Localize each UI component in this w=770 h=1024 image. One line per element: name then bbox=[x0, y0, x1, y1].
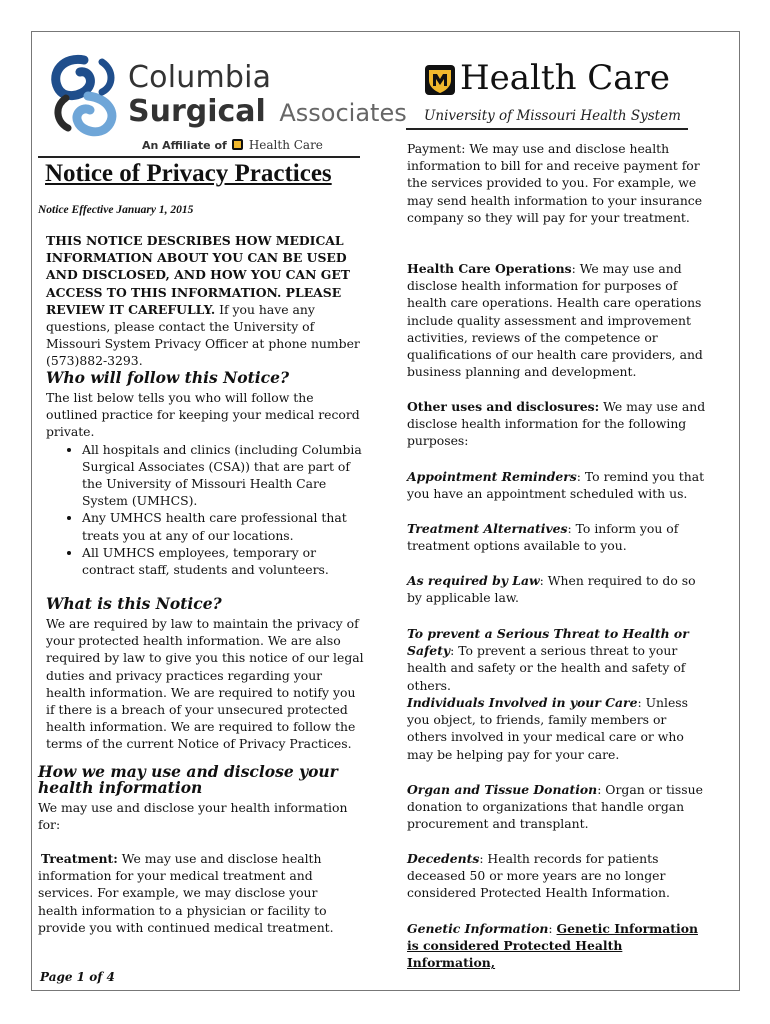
required-by-law-paragraph bbox=[407, 572, 707, 606]
treatment-label: Treatment: bbox=[41, 851, 118, 866]
csa-surgical: Surgical bbox=[128, 94, 266, 129]
how-heading: How we may use and disclose your health information bbox=[38, 762, 338, 797]
alternatives-paragraph bbox=[407, 520, 707, 554]
page-number: Page 1 of 4 bbox=[40, 970, 115, 984]
list-item: • Any UMHCS health care professional that treats you at any of our locations. bbox=[82, 509, 364, 543]
treatment-body: We may use and disclose health information for your medical treatment and services. For example, we may disclose your health information to a physician or facility to provide you with continued medical treatment. bbox=[38, 851, 334, 935]
organ-donation-body: : Organ or tissue donation to organizations that handle organ procurement and transplant. bbox=[407, 782, 703, 832]
document-page bbox=[31, 31, 740, 991]
decedents-paragraph bbox=[407, 850, 717, 902]
individuals-paragraph bbox=[407, 694, 707, 763]
genetic-paragraph bbox=[407, 920, 707, 972]
what-body: We are required by law to maintain the privacy of your protected health information. We are also required by law to give you this notice of our legal duties and privacy practices regarding your health information. We are required to notify you if there is a breach of your unsecured protected health information. We are required to follow the terms of the current Notice of Privacy Practices. bbox=[46, 616, 364, 752]
payment-paragraph bbox=[407, 140, 707, 226]
decedents-label: Decedents bbox=[407, 851, 480, 866]
mu-health-care-logo bbox=[412, 48, 712, 132]
list-item: • All hospitals and clinics (including Columbia Surgical Associates (CSA)) that are part of the University of Missouri Health Care System (UMHCS). bbox=[82, 441, 364, 510]
operations-label: Health Care Operations bbox=[407, 261, 572, 276]
payment-body: We may use and disclose health information to bill for and receive payment for the services provided to you. For example, we may send health information to your insurance company so they will pay for your treatment. bbox=[407, 141, 703, 225]
individuals-label: Individuals Involved in your Care bbox=[407, 695, 638, 710]
serious-threat-label: To prevent a Serious Threat to Health or Safety bbox=[407, 626, 689, 659]
payment-label: Payment: bbox=[407, 141, 466, 156]
intro-caps: THIS NOTICE DESCRIBES HOW MEDICAL INFORMATION ABOUT YOU CAN BE USED AND DISCLOSED, AND HOW YOU CAN GET ACCESS TO THIS INFORMATION. PLEASE REVIEW IT CAREFULLY. bbox=[46, 233, 351, 317]
other-uses-paragraph bbox=[407, 398, 707, 450]
who-section bbox=[46, 389, 364, 578]
appointment-paragraph bbox=[407, 468, 707, 502]
other-uses-label: Other uses and disclosures: bbox=[407, 399, 600, 414]
required-by-law-body: : When required to do so by applicable law. bbox=[407, 573, 696, 606]
individuals-body: : Unless you object, to friends, family members or others involved in your medical care or who may be helping pay for your care. bbox=[407, 695, 689, 762]
treatment-paragraph bbox=[38, 850, 356, 936]
mu-mini-logo-icon bbox=[232, 139, 243, 150]
csa-name-line1: Columbia bbox=[128, 60, 272, 95]
appointment-label: Appointment Reminders bbox=[407, 469, 577, 484]
who-bullet-list bbox=[46, 441, 364, 579]
appointment-body: : To remind you that you have an appointment scheduled with us. bbox=[407, 469, 705, 502]
affiliate-brand: Health Care bbox=[248, 138, 323, 152]
mu-tagline: University of Missouri Health System bbox=[424, 108, 681, 124]
operations-paragraph bbox=[407, 260, 707, 380]
affiliate-label: An Affiliate of bbox=[142, 139, 227, 152]
genetic-sep: : bbox=[548, 921, 557, 936]
who-heading: Who will follow this Notice? bbox=[46, 368, 290, 387]
right-logo-rule bbox=[406, 128, 688, 130]
csa-associates: Associates bbox=[279, 99, 407, 127]
other-uses-body: We may use and disclose health information for the following purposes: bbox=[407, 399, 706, 449]
operations-body: : We may use and disclose health information for purposes of health care operations. Health care operations include quality assessment and improvement activities, reviews of the competence or qualifications of our health care providers, and business planning and development. bbox=[407, 261, 703, 380]
who-lead: The list below tells you who will follow the outlined practice for keeping your medical record private. bbox=[46, 390, 360, 440]
organ-donation-paragraph bbox=[407, 781, 707, 833]
list-item: • All UMHCS employees, temporary or contract staff, students and volunteers. bbox=[82, 544, 364, 578]
organ-donation-label: Organ and Tissue Donation bbox=[407, 782, 598, 797]
csa-logo bbox=[42, 46, 407, 156]
how-body: We may use and disclose your health information for: bbox=[38, 800, 348, 833]
genetic-label: Genetic Information bbox=[407, 921, 549, 936]
mu-brand-text: Health Care bbox=[460, 58, 670, 98]
alternatives-label: Treatment Alternatives bbox=[407, 521, 568, 536]
notice-effective-date: Notice Effective January 1, 2015 bbox=[38, 204, 194, 216]
required-by-law-label: As required by Law bbox=[407, 573, 540, 588]
mu-tiger-shield-icon bbox=[424, 64, 456, 96]
intro-paragraph bbox=[46, 232, 364, 370]
serious-threat-body: : To prevent a serious threat to your health and safety or the health and safety of others. bbox=[407, 643, 686, 693]
decedents-body: : Health records for patients deceased 50 or more years are no longer considered Protected Health Information. bbox=[407, 851, 670, 901]
genetic-underlined: Genetic Information is considered Protected Health Information, bbox=[407, 921, 698, 971]
csa-name-line2 bbox=[128, 94, 407, 129]
alternatives-body: : To inform you of treatment options available to you. bbox=[407, 521, 679, 554]
intro-rest: If you have any questions, please contact the University of Missouri System Privacy Officer at phone number (573)882-3293. bbox=[46, 301, 360, 369]
csa-swirl-icon bbox=[44, 48, 124, 138]
csa-affiliate-line bbox=[142, 138, 323, 152]
serious-threat-paragraph bbox=[407, 625, 717, 694]
what-heading: What is this Notice? bbox=[46, 594, 222, 613]
title-top-rule bbox=[38, 156, 360, 158]
page-title: Notice of Privacy Practices bbox=[45, 160, 332, 187]
